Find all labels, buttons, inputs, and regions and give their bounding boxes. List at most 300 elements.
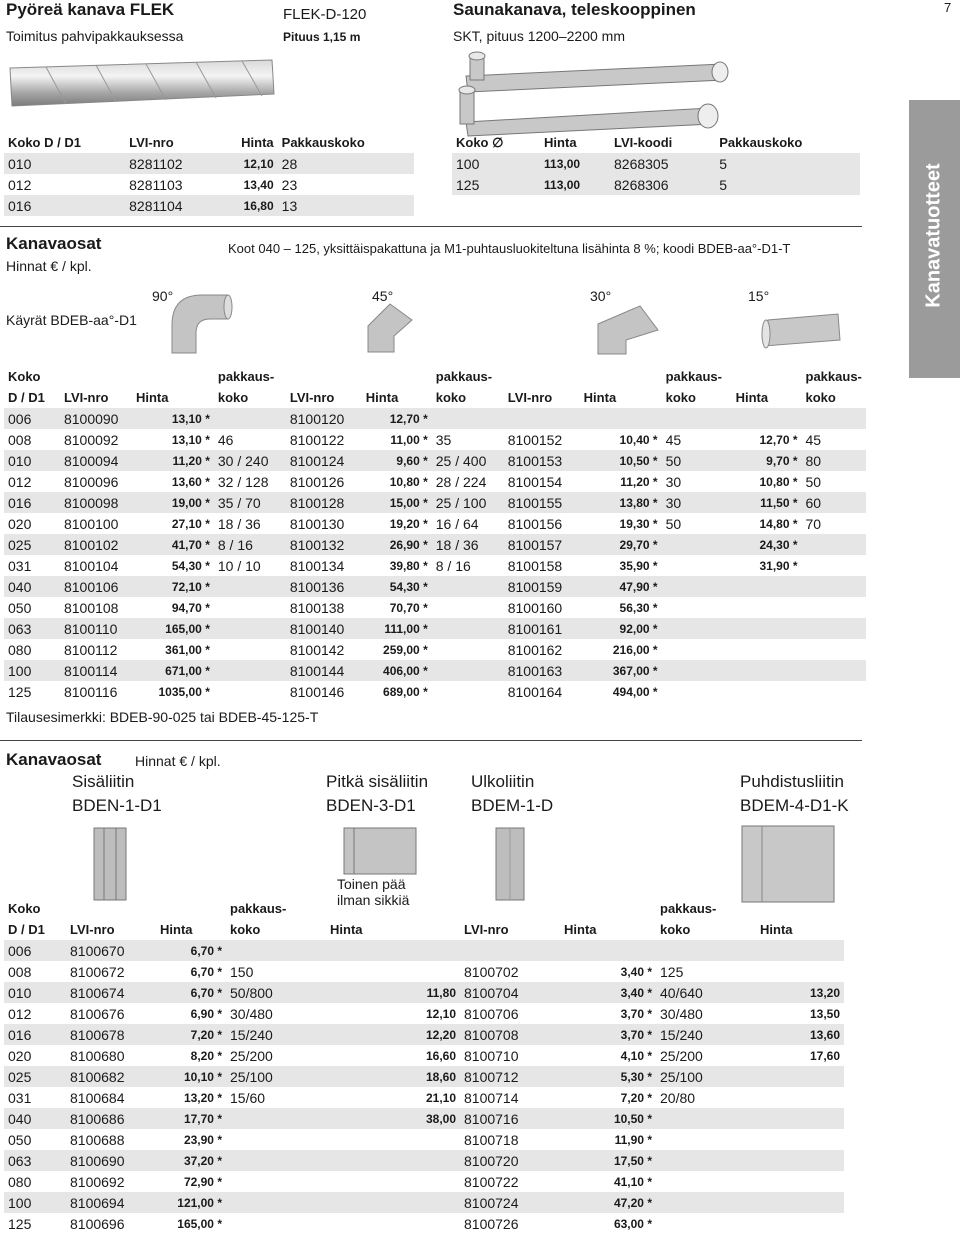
cell: 063 xyxy=(4,1150,66,1171)
table-row xyxy=(4,681,866,702)
angle-15: 15° xyxy=(748,288,770,304)
table-row xyxy=(4,1171,844,1192)
cell: 8 / 16 xyxy=(214,534,286,555)
table-row xyxy=(4,576,866,597)
cell: 40/640 xyxy=(656,982,756,1003)
cell xyxy=(732,618,802,639)
cell xyxy=(214,576,286,597)
cell: 32 / 128 xyxy=(217,473,269,490)
cell: 11,00 * xyxy=(390,432,428,447)
section1-title: Kanavaosat xyxy=(6,234,102,253)
cell: 3,40 * xyxy=(620,964,652,979)
coup-head: D / D1 xyxy=(8,922,45,937)
cell: 16,60 xyxy=(425,1048,456,1063)
flek-header-lvi: LVI-nro xyxy=(129,135,174,150)
cell: 8100670 xyxy=(66,940,156,961)
table-row xyxy=(4,195,414,216)
table-row xyxy=(4,174,414,195)
cell xyxy=(214,597,286,618)
product-name-ulkoliitin: Ulkoliitin xyxy=(471,772,535,791)
cell: 23 xyxy=(281,176,298,193)
coup-head: Hinta xyxy=(564,922,597,937)
cell xyxy=(656,1108,756,1129)
cell: 10,50 * xyxy=(580,450,662,471)
cell: 8100138 xyxy=(289,599,345,616)
cell: 9,60 * xyxy=(362,450,432,471)
table-row xyxy=(4,513,866,534)
cell: 8100132 xyxy=(286,534,362,555)
cell: 150 xyxy=(230,963,254,980)
section2-title: Kanavaosat xyxy=(6,750,102,769)
cell: 12,70 * xyxy=(759,432,798,447)
table-row xyxy=(4,618,866,639)
cell: 016 xyxy=(4,195,125,216)
bends-head: Hinta xyxy=(735,390,769,405)
table-row xyxy=(4,1192,844,1213)
cell: 17,70 * xyxy=(156,1108,226,1129)
cell: 8100156 xyxy=(507,515,563,532)
cell: 5 xyxy=(715,153,860,174)
cell: 8100112 xyxy=(63,641,118,658)
flek-code: FLEK-D-120 xyxy=(283,6,367,23)
angle-90: 90° xyxy=(152,288,174,304)
ulkoliitin-image xyxy=(490,826,530,902)
cell: 367,00 * xyxy=(580,660,662,681)
cell: 47,90 * xyxy=(580,576,662,597)
cell: 012 xyxy=(8,176,32,193)
cell: 21,10 xyxy=(425,1090,456,1105)
cell: 8100164 xyxy=(507,683,563,700)
cell: 11,90 * xyxy=(614,1132,652,1147)
cell: 13,60 xyxy=(756,1024,844,1045)
cell xyxy=(756,1087,844,1108)
cell: 121,00 * xyxy=(156,1192,226,1213)
product-code-puhdistus: BDEM-4-D1-K xyxy=(740,796,849,815)
cell xyxy=(214,408,286,429)
pitka-note: Toinen pää ilman sikkiä xyxy=(337,876,410,908)
cell: 8100152 xyxy=(507,431,563,448)
bends-table xyxy=(4,366,866,702)
cell: 13,20 xyxy=(756,982,844,1003)
table-row xyxy=(4,660,866,681)
sauna-subtitle: SKT, pituus 1200–2200 mm xyxy=(453,28,625,44)
section2-prices-note: Hinnat € / kpl. xyxy=(135,753,221,769)
flek-duct-image xyxy=(6,62,276,108)
bends-label: Käyrät BDEB-aa°-D1 xyxy=(6,312,137,328)
cell: 016 xyxy=(4,492,60,513)
cell: 10,80 * xyxy=(389,474,428,489)
cell: 24,30 * xyxy=(732,534,802,555)
cell: 35 / 70 xyxy=(214,492,286,513)
bends-head: koko xyxy=(665,390,696,405)
cell: 8100104 xyxy=(63,557,119,574)
sauna-header-lvi: LVI-koodi xyxy=(614,135,673,150)
cell xyxy=(656,1192,756,1213)
cell xyxy=(214,639,286,660)
cell xyxy=(756,940,844,961)
bend-15-image xyxy=(760,310,844,354)
cell: 100 xyxy=(4,1192,66,1213)
cell: 8268305 xyxy=(610,153,715,174)
cell: 8100134 xyxy=(289,557,345,574)
cell: 56,30 * xyxy=(619,600,658,615)
cell: 008 xyxy=(8,963,32,980)
table-row xyxy=(4,450,866,471)
cell: 8100128 xyxy=(286,492,362,513)
cell xyxy=(226,1171,326,1192)
cell: 010 xyxy=(4,982,66,1003)
cell: 13,50 xyxy=(809,1006,840,1021)
cell: 012 xyxy=(8,473,32,490)
cell: 8100140 xyxy=(286,618,362,639)
table-row xyxy=(4,1108,844,1129)
cell xyxy=(802,597,866,618)
cell: 25 / 100 xyxy=(432,492,504,513)
cell xyxy=(214,618,286,639)
cell xyxy=(432,576,504,597)
cell xyxy=(326,961,460,982)
cell: 8100130 xyxy=(289,515,345,532)
cell: 17,60 xyxy=(809,1048,840,1063)
table-row xyxy=(4,1129,844,1150)
cell: 012 xyxy=(8,1005,32,1022)
cell xyxy=(656,940,756,961)
divider xyxy=(0,740,862,741)
cell: 8100126 xyxy=(289,473,345,490)
cell: 020 xyxy=(8,515,32,532)
bends-head: LVI-nro xyxy=(289,390,335,405)
table-row xyxy=(4,597,866,618)
cell: 39,80 * xyxy=(389,558,428,573)
sauna-header-pakkaus: Pakkauskoko xyxy=(719,135,803,150)
cell xyxy=(432,408,504,429)
table-row xyxy=(4,534,866,555)
cell: 8100680 xyxy=(70,1047,125,1064)
cell: 10,40 * xyxy=(619,432,658,447)
cell xyxy=(226,1108,326,1129)
cell: 15/240 xyxy=(226,1024,326,1045)
cell: 8100098 xyxy=(60,492,132,513)
cell: 25/100 xyxy=(226,1066,326,1087)
cell: 5,30 * xyxy=(560,1066,656,1087)
cell: 8100672 xyxy=(70,963,125,980)
cell xyxy=(226,1213,326,1234)
cell xyxy=(802,555,866,576)
cell: 8100160 xyxy=(507,599,563,616)
cell xyxy=(214,681,286,702)
cell: 35 xyxy=(435,431,452,448)
cell xyxy=(432,681,504,702)
cell xyxy=(802,534,866,555)
table-row xyxy=(4,408,866,429)
cell: 14,80 * xyxy=(759,516,798,531)
coup-head-pakkaus-2: pakkaus- xyxy=(660,901,717,916)
cell: 361,00 * xyxy=(165,642,210,657)
cell: 216,00 * xyxy=(612,642,658,657)
cell: 8100110 xyxy=(60,618,132,639)
cell: 8100153 xyxy=(504,450,580,471)
page-number: 7 xyxy=(944,0,952,15)
cell: 125 xyxy=(660,963,684,980)
cell: 8100136 xyxy=(286,576,362,597)
coup-head: LVI-nro xyxy=(70,922,115,937)
cell xyxy=(432,639,504,660)
cell xyxy=(732,639,802,660)
cell xyxy=(662,408,732,429)
cell: 9,70 * xyxy=(732,450,802,471)
cell: 010 xyxy=(4,450,60,471)
cell: 6,70 * xyxy=(190,964,222,979)
cell xyxy=(326,1192,460,1213)
cell: 13,20 * xyxy=(183,1090,222,1105)
cell xyxy=(732,408,802,429)
product-name-puhdistus: Puhdistusliitin xyxy=(740,772,844,791)
cell xyxy=(460,940,560,961)
cell: 3,40 * xyxy=(560,982,656,1003)
cell xyxy=(732,576,802,597)
cell: 16,80 xyxy=(217,195,278,216)
cell xyxy=(732,681,802,702)
cell: 8100090 xyxy=(60,408,132,429)
cell: 6,70 * xyxy=(156,982,226,1003)
sauna-duct-image xyxy=(452,50,732,130)
cell: 30 xyxy=(662,492,732,513)
cell: 8100674 xyxy=(66,982,156,1003)
sauna-title: Saunakanava, teleskooppinen xyxy=(453,0,696,19)
cell: 8100708 xyxy=(460,1024,560,1045)
cell: 72,10 * xyxy=(132,576,214,597)
cell xyxy=(756,1213,844,1234)
cell: 031 xyxy=(8,1089,32,1106)
coup-head: LVI-nro xyxy=(464,922,509,937)
cell xyxy=(732,660,802,681)
cell: 5 xyxy=(715,174,860,195)
cell: 8100144 xyxy=(286,660,362,681)
cell xyxy=(326,1150,460,1171)
cell xyxy=(326,1171,460,1192)
table-row xyxy=(452,174,860,195)
sauna-header-koko: Koko ∅ xyxy=(456,134,504,150)
cell: 11,20 * xyxy=(132,450,214,471)
cell: 111,00 * xyxy=(362,618,432,639)
coup-head: koko xyxy=(660,922,691,937)
table-row xyxy=(452,153,860,174)
angle-30: 30° xyxy=(590,288,612,304)
cell: 37,20 * xyxy=(156,1150,226,1171)
cell: 8100694 xyxy=(66,1192,156,1213)
table-row xyxy=(4,555,866,576)
cell: 23,90 * xyxy=(183,1132,222,1147)
cell xyxy=(432,597,504,618)
cell xyxy=(214,660,286,681)
pitka-sisaliitin-image xyxy=(340,826,420,876)
cell: 27,10 * xyxy=(171,516,210,531)
coup-head: Hinta xyxy=(330,922,363,937)
flek-subtitle: Toimitus pahvipakkauksessa xyxy=(6,28,184,44)
cell: 025 xyxy=(4,1066,66,1087)
cell xyxy=(802,681,866,702)
cell: 006 xyxy=(4,940,66,961)
order-example: Tilausesimerkki: BDEB-90-025 tai BDEB-45-125-T xyxy=(6,709,319,725)
cell xyxy=(662,681,732,702)
table-row xyxy=(4,492,866,513)
cell: 8100686 xyxy=(66,1108,156,1129)
cell: 29,70 * xyxy=(580,534,662,555)
bends-head: koko xyxy=(805,390,836,405)
cell xyxy=(504,408,580,429)
cell: 13,60 * xyxy=(171,474,210,489)
cell xyxy=(432,618,504,639)
cell: 1035,00 * xyxy=(158,684,210,699)
cell: 8100106 xyxy=(60,576,132,597)
cell: 494,00 * xyxy=(612,684,658,699)
cell: 38,00 xyxy=(326,1108,460,1129)
cell: 020 xyxy=(8,1047,32,1064)
cell xyxy=(662,597,732,618)
cell: 8,20 * xyxy=(190,1048,222,1063)
cell: 8100714 xyxy=(464,1089,519,1106)
cell: 8100102 xyxy=(60,534,132,555)
cell: 30/480 xyxy=(230,1005,273,1022)
cell xyxy=(662,660,732,681)
cell: 8100096 xyxy=(63,473,119,490)
cell: 35,90 * xyxy=(619,558,658,573)
cell: 671,00 * xyxy=(132,660,214,681)
cell: 010 xyxy=(4,153,125,174)
cell xyxy=(326,940,460,961)
cell: 25/100 xyxy=(656,1066,756,1087)
bends-head: D / D1 xyxy=(8,390,45,405)
cell xyxy=(802,639,866,660)
cell: 12,10 xyxy=(425,1006,456,1021)
product-name-pitka: Pitkä sisäliitin xyxy=(326,772,429,791)
bends-head: Hinta xyxy=(135,390,169,405)
cell: 689,00 * xyxy=(383,684,428,699)
bends-head: Hinta xyxy=(365,390,399,405)
cell: 8100676 xyxy=(70,1005,125,1022)
cell: 8100682 xyxy=(66,1066,156,1087)
cell: 100 xyxy=(4,660,60,681)
cell: 31,90 * xyxy=(759,558,798,573)
cell: 94,70 * xyxy=(171,600,210,615)
cell: 13,80 * xyxy=(580,492,662,513)
cell: 50 xyxy=(662,450,732,471)
cell: 8100722 xyxy=(464,1173,519,1190)
cell: 8100155 xyxy=(504,492,580,513)
cell: 10,50 * xyxy=(560,1108,656,1129)
cell: 8281104 xyxy=(125,195,217,216)
cell: 008 xyxy=(8,431,32,448)
table-row xyxy=(4,1150,844,1171)
section1-prices-note: Hinnat € / kpl. xyxy=(6,258,92,274)
cell xyxy=(656,1213,756,1234)
cell: 040 xyxy=(4,1108,66,1129)
cell: 15/60 xyxy=(230,1089,266,1106)
cell: 125 xyxy=(8,683,32,700)
cell xyxy=(756,1150,844,1171)
flek-length: Pituus 1,15 m xyxy=(283,30,361,44)
table-row xyxy=(4,982,844,1003)
angle-45: 45° xyxy=(372,288,394,304)
product-code-pitka: BDEN-3-D1 xyxy=(326,796,416,815)
cell xyxy=(226,1129,326,1150)
cell: 10,10 * xyxy=(156,1066,226,1087)
product-name-sisaliitin: Sisäliitin xyxy=(72,772,135,791)
product-code-ulkoliitin: BDEM-1-D xyxy=(471,796,554,815)
cell: 18 / 36 xyxy=(217,515,261,532)
cell: 30 xyxy=(665,473,682,490)
cell: 72,90 * xyxy=(183,1174,222,1189)
flek-header-koko: Koko D / D1 xyxy=(8,135,81,150)
cell: 050 xyxy=(8,599,32,616)
cell: 031 xyxy=(8,557,32,574)
cell xyxy=(226,1150,326,1171)
cell: 006 xyxy=(4,408,60,429)
bends-head-pakkaus-15: pakkaus- xyxy=(805,369,862,384)
bend-45-image xyxy=(360,300,420,356)
cell: 8100116 xyxy=(63,683,118,700)
cell: 8100108 xyxy=(63,599,119,616)
table-row xyxy=(4,429,866,450)
cell: 12,10 xyxy=(217,153,278,174)
cell: 025 xyxy=(4,534,60,555)
cell: 3,70 * xyxy=(620,1006,652,1021)
cell: 8100704 xyxy=(460,982,560,1003)
cell: 26,90 * xyxy=(362,534,432,555)
cell: 8100114 xyxy=(60,660,132,681)
cell: 15/240 xyxy=(656,1024,756,1045)
cell: 8100716 xyxy=(460,1108,560,1129)
cell xyxy=(226,940,326,961)
cell: 8100120 xyxy=(286,408,362,429)
cell: 10,80 * xyxy=(759,474,798,489)
cell: 16 / 64 xyxy=(435,515,479,532)
cell xyxy=(662,555,732,576)
cell xyxy=(662,639,732,660)
cell xyxy=(802,618,866,639)
cell: 19,20 * xyxy=(389,516,428,531)
cell: 47,20 * xyxy=(560,1192,656,1213)
table-row xyxy=(4,639,866,660)
cell: 70 xyxy=(805,515,822,532)
bends-head-pakkaus-90: pakkaus- xyxy=(217,369,275,384)
cell: 080 xyxy=(8,641,32,658)
table-row xyxy=(4,1045,844,1066)
cell: 165,00 * xyxy=(132,618,214,639)
cell xyxy=(656,1150,756,1171)
cell: 54,30 * xyxy=(171,558,210,573)
cell: 8100124 xyxy=(286,450,362,471)
cell: 50 xyxy=(805,473,822,490)
cell: 25/200 xyxy=(660,1047,703,1064)
cell: 8281102 xyxy=(125,153,217,174)
table-row xyxy=(4,1087,844,1108)
cell: 46 xyxy=(217,431,234,448)
flek-title: Pyöreä kanava FLEK xyxy=(6,0,175,19)
flek-table xyxy=(4,132,414,216)
cell: 41,70 * xyxy=(132,534,214,555)
coup-head-koko: Koko xyxy=(8,901,41,916)
cell: 30 / 240 xyxy=(214,450,286,471)
cell: 8100712 xyxy=(460,1066,560,1087)
table-row xyxy=(4,961,844,982)
cell: 165,00 * xyxy=(177,1216,222,1231)
cell: 8100690 xyxy=(66,1150,156,1171)
cell: 406,00 * xyxy=(362,660,432,681)
cell: 8100162 xyxy=(507,641,563,658)
cell: 18 / 36 xyxy=(432,534,504,555)
sauna-header-hinta: Hinta xyxy=(544,135,577,150)
